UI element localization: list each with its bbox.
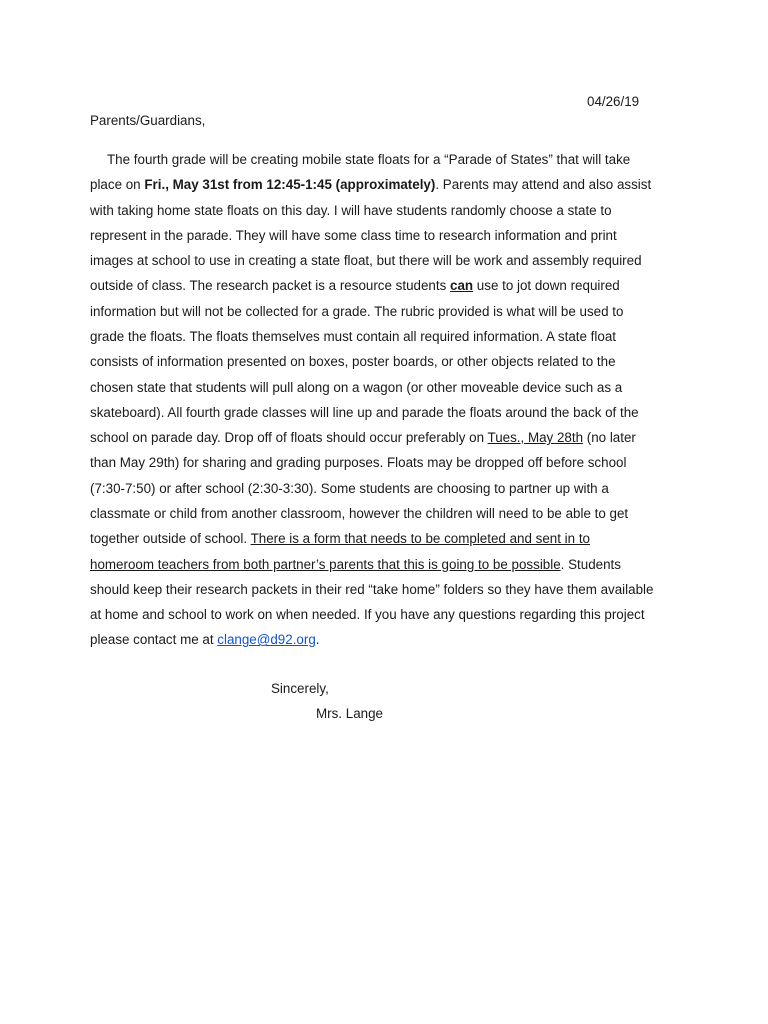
letter-body — [90, 147, 690, 653]
text-span: place on — [90, 177, 145, 193]
body-line: at home and school to work on when needed. If you have any questions regarding this project — [90, 607, 645, 623]
body-line — [90, 552, 690, 577]
body-line: images at school to use in creating a state float, but there will be work and assembly required — [90, 253, 642, 269]
body-line: than May 29th) for sharing and grading purposes. Floats may be dropped off before school — [90, 455, 627, 471]
body-line — [90, 147, 690, 172]
salutation: Parents/Guardians, — [90, 113, 206, 128]
text-span: The fourth grade will be creating mobile state floats for a “Parade of States” that will take — [107, 152, 631, 167]
body-line: (7:30-7:50) or after school (2:30-3:30). Some students are choosing to partner up with a — [90, 480, 609, 496]
body-line: skateboard). All fourth grade classes will line up and parade the floats around the back of the — [90, 404, 639, 420]
text-span: together outside of school. — [90, 531, 251, 547]
body-line — [90, 425, 690, 450]
signature: Mrs. Lange — [316, 706, 383, 721]
event-date-bold: Fri., May 31st from 12:45-1:45 (approximately) — [144, 177, 436, 193]
form-notice-underlined: homeroom teachers from both partner’s parents that this is going to be possible — [90, 556, 561, 572]
body-line: represent in the parade. They will have some class time to research information and print — [90, 227, 617, 243]
text-span: . Students — [560, 556, 621, 572]
body-line: chosen state that students will pull along on a wagon (or other moveable device such as a — [90, 379, 623, 395]
dropoff-date-underlined: Tues., May 28th — [487, 430, 584, 446]
email-link[interactable]: clange@d92.org — [217, 632, 316, 648]
body-line: should keep their research packets in their red “take home” folders so they have them available — [90, 581, 654, 597]
body-line — [90, 526, 690, 551]
text-span: . — [315, 632, 320, 648]
text-span: please contact me at — [90, 632, 218, 648]
body-line: grade the floats. The floats themselves must contain all required information. A state float — [90, 328, 616, 344]
letter-date: 04/26/19 — [587, 94, 640, 109]
text-span: (no later — [583, 430, 636, 446]
can-emphasis: can — [450, 278, 474, 294]
text-span: outside of class. The research packet is a resource students — [90, 278, 450, 294]
body-line — [90, 172, 690, 197]
body-line: classmate or child from another classroom, however the children will need to be able to get — [90, 505, 629, 521]
text-span: use to jot down required — [473, 278, 620, 294]
body-line: consists of information presented on boxes, poster boards, or other objects related to the — [90, 354, 616, 370]
body-line: with taking home state floats on this day. I will have students randomly choose a state to — [90, 202, 612, 218]
body-line: information but will not be collected for a grade. The rubric provided is what will be used to — [90, 303, 624, 319]
body-line — [90, 627, 690, 652]
text-span: . Parents may attend and also assist — [435, 177, 652, 193]
body-line — [90, 273, 690, 298]
form-notice-underlined: There is a form that needs to be completed and sent in to — [250, 531, 590, 547]
text-span: school on parade day. Drop off of floats should occur preferably on — [90, 430, 488, 446]
closing: Sincerely, — [271, 681, 329, 696]
